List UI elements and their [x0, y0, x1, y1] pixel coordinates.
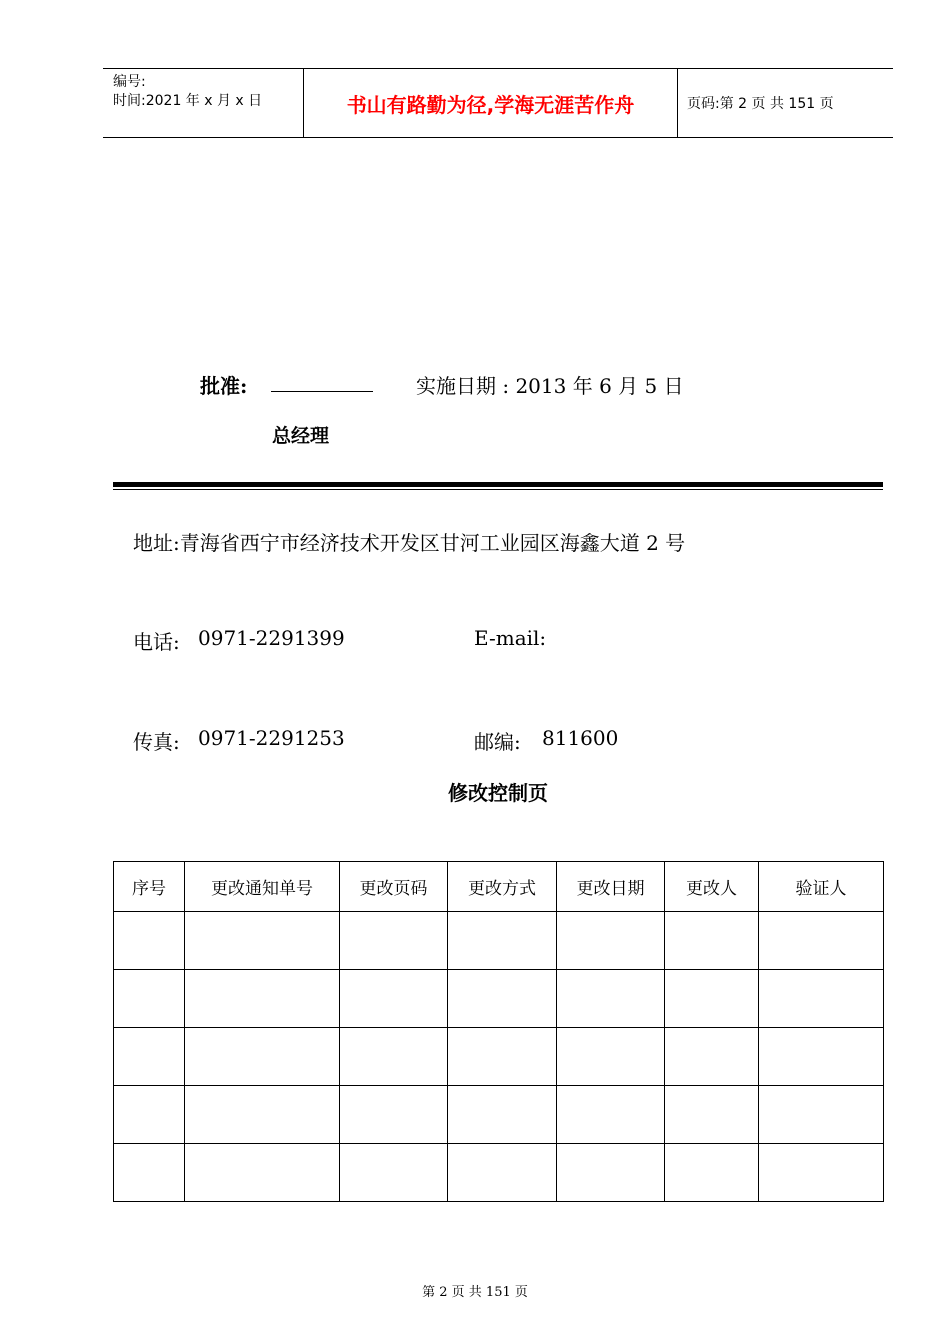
phone-label: 电话: [133, 630, 180, 654]
postcode-value: 811600 [542, 726, 619, 750]
table-cell [114, 1086, 185, 1144]
column-header: 更改通知单号 [185, 862, 340, 912]
column-header: 验证人 [759, 862, 884, 912]
table-cell [340, 970, 448, 1028]
table-cell [114, 970, 185, 1028]
table-row [114, 1144, 884, 1202]
header-meta [113, 73, 262, 111]
column-header: 更改人 [665, 862, 759, 912]
table-cell [665, 912, 759, 970]
implementation-date: 实施日期 : 2013 年 6 月 5 日 [416, 374, 684, 398]
table-cell [759, 912, 884, 970]
table-cell [759, 1144, 884, 1202]
table-cell [340, 912, 448, 970]
revision-title: 修改控制页 [448, 781, 548, 805]
table-cell [448, 1144, 557, 1202]
column-header: 更改页码 [340, 862, 448, 912]
table-cell [557, 1144, 665, 1202]
table-cell [340, 1028, 448, 1086]
table-cell [448, 912, 557, 970]
table-cell [448, 970, 557, 1028]
header-page-info: 页码:第 2 页 共 151 页 [687, 96, 834, 112]
signature-blank [271, 391, 373, 392]
table-cell [665, 1086, 759, 1144]
header-divider [677, 69, 678, 137]
table-cell [340, 1144, 448, 1202]
table-cell [448, 1086, 557, 1144]
fax-value: 0971-2291253 [198, 726, 345, 750]
column-header: 序号 [114, 862, 185, 912]
table-cell [340, 1086, 448, 1144]
table-cell [665, 1028, 759, 1086]
table-cell [557, 1028, 665, 1086]
table-cell [185, 1028, 340, 1086]
postcode-label: 邮编: [474, 730, 521, 754]
phone-value: 0971-2291399 [198, 626, 345, 650]
table-row [114, 912, 884, 970]
table-cell [185, 1144, 340, 1202]
table-row [114, 1086, 884, 1144]
table-cell [185, 1086, 340, 1144]
table-row [114, 1028, 884, 1086]
section-divider [113, 482, 883, 487]
table-cell [114, 912, 185, 970]
table-cell [557, 912, 665, 970]
table-header-row [114, 862, 884, 912]
table-cell [759, 1086, 884, 1144]
table-cell [448, 1028, 557, 1086]
code-label: 编号: [113, 74, 146, 90]
table-cell [114, 1144, 185, 1202]
table-cell [759, 970, 884, 1028]
approve-label: 批准: [200, 374, 248, 398]
header-motto: 书山有路勤为径,学海无涯苦作舟 [346, 92, 635, 117]
table-cell [665, 970, 759, 1028]
table-cell [185, 912, 340, 970]
table-cell [557, 970, 665, 1028]
table-cell [557, 1086, 665, 1144]
table-cell [114, 1028, 185, 1086]
table-row [114, 970, 884, 1028]
revision-table [113, 861, 884, 1202]
page-header [103, 68, 893, 138]
address: 地址:青海省西宁市经济技术开发区甘河工业园区海鑫大道 2 号 [133, 531, 686, 555]
table-cell [665, 1144, 759, 1202]
section-divider-thin [113, 489, 883, 490]
column-header: 更改日期 [557, 862, 665, 912]
table-cell [759, 1028, 884, 1086]
column-header: 更改方式 [448, 862, 557, 912]
fax-label: 传真: [133, 730, 180, 754]
page-footer: 第 2 页 共 151 页 [422, 1285, 528, 1300]
time-label: 时间:2021 年 x 月 x 日 [113, 93, 263, 109]
table-cell [185, 970, 340, 1028]
email-label: E-mail: [474, 626, 547, 650]
role-label: 总经理 [272, 425, 330, 447]
